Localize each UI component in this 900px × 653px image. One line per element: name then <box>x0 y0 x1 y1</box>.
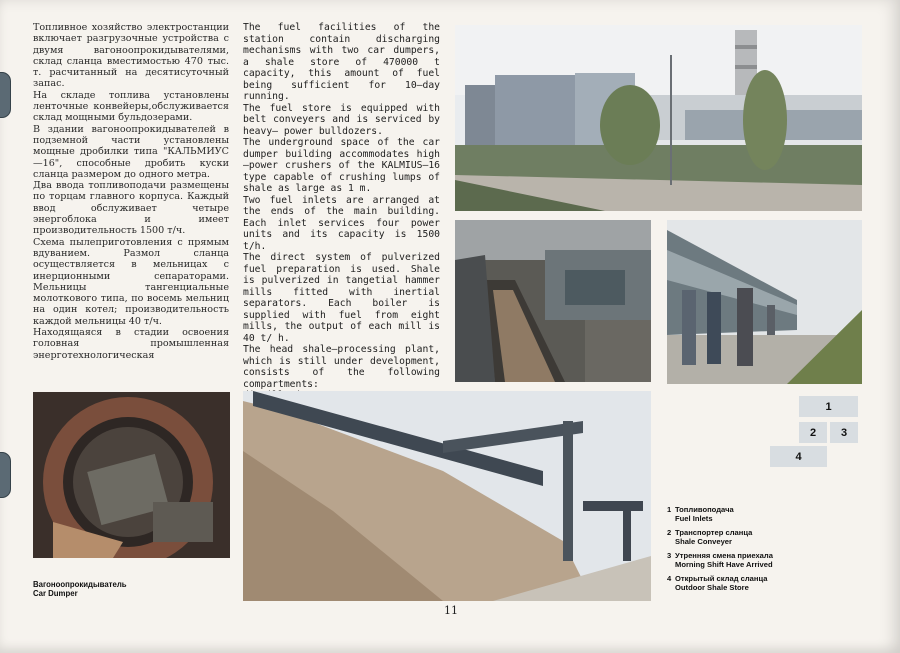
ru-paragraph: Схема пылеприготовления с прямым вдуванием. Размол сланца осуществляется в мельницах с инерционными сепараторами. Мельницы тангенциальные молоткового типа, по восемь мельниц на один котел; производительность каждой мельницы 40 т/ч. <box>33 236 229 327</box>
en-paragraph: The underground space of the car dumper building accommodates high—power crushers of the KALMIUS—16 type capable of crushing lumps of shale as large as 1 m. <box>243 137 440 194</box>
caption-item <box>667 574 867 592</box>
photo-index-box: 2 <box>799 422 827 443</box>
ru-paragraph: Находящаяся в стадии освоения головная промышленная энерготехнологическая <box>33 327 229 361</box>
caption-item <box>667 528 867 546</box>
caption-number: 3 <box>667 551 672 560</box>
russian-text-column <box>33 22 229 361</box>
caption-en: Morning Shift Have Arrived <box>675 560 773 569</box>
photo-index-box: 4 <box>770 446 827 467</box>
caption-number: 2 <box>667 528 672 537</box>
caption-ru: Топливоподача <box>675 505 734 514</box>
caption-item <box>667 505 867 523</box>
en-paragraph: The head shale—processing plant, which is still under development, consists of the following compartments: <box>243 344 440 390</box>
caption-ru: Вагоноопрокидыватель <box>33 580 127 589</box>
binder-ring <box>0 452 11 498</box>
en-paragraph: Two fuel inlets are arranged at the ends of the main building. Each inlet services four power units and its capacity is 1500 t/h. <box>243 194 440 252</box>
caption-en: Fuel Inlets <box>675 514 713 523</box>
photo-car-dumper <box>33 392 230 558</box>
photo-captions <box>667 505 867 597</box>
caption-ru: Открытый склад сланца <box>675 574 768 583</box>
en-paragraph: The fuel facilities of the station contain discharging mechanisms with two car dumpers, a shale store of 470000 t capacity, this amount of fuel being sufficient for 10—day running. <box>243 22 440 102</box>
photo-shale-conveyer <box>455 220 651 382</box>
caption-ru: Транспортер сланца <box>675 528 753 537</box>
caption-number: 4 <box>667 574 672 583</box>
caption-en: Shale Conveyer <box>675 537 732 546</box>
photo-morning-shift <box>667 220 862 384</box>
car-dumper-caption <box>33 580 127 598</box>
photo-index-box: 1 <box>799 396 858 417</box>
photo-index-box: 3 <box>830 422 858 443</box>
photo-outdoor-shale-store <box>243 391 651 601</box>
caption-item <box>667 551 867 569</box>
ru-paragraph: Топливное хозяйство электростанции включает разгрузочные устройства с двумя вагоноопрокидывателями, склад сланца вместимостью 470 тыс. т. расчитанный на десятисуточный запас. <box>33 22 229 90</box>
english-text-column <box>243 22 440 413</box>
photo-fuel-inlets <box>455 25 862 211</box>
binder-ring <box>0 72 11 118</box>
caption-en: Car Dumper <box>33 589 78 598</box>
ru-paragraph: В здании вагоноопрокидывателей в подземной части установлены мощные дробилки типа "КАЛЬМИУС—16", способные дробить куски сланца размером до одного метра. <box>33 123 229 180</box>
ru-paragraph: На складе топлива установлены ленточные конвейеры,обслуживается склад мощными бульдозерами. <box>33 89 229 124</box>
en-paragraph: The fuel store is equipped with belt conveyers and is serviced by heavy— power bulldozers. <box>243 102 440 137</box>
en-paragraph: The direct system of pulverized fuel preparation is used. Shale is pulverized in tangetial hammer mills fitted with inertial separators. Each boiler is supplied with fuel from eight mills, the output of each mill is 40 t/ h. <box>243 252 440 344</box>
ru-paragraph: Два ввода топливоподачи размещены по торцам главного корпуса. Каждый ввод обслуживает четыре энергоблока и имеет производительность 1500 т/ч. <box>33 180 229 237</box>
caption-number: 1 <box>667 505 672 514</box>
page-number: 11 <box>444 604 458 617</box>
caption-en: Outdoor Shale Store <box>675 583 749 592</box>
caption-ru: Утренняя смена приехала <box>675 551 773 560</box>
